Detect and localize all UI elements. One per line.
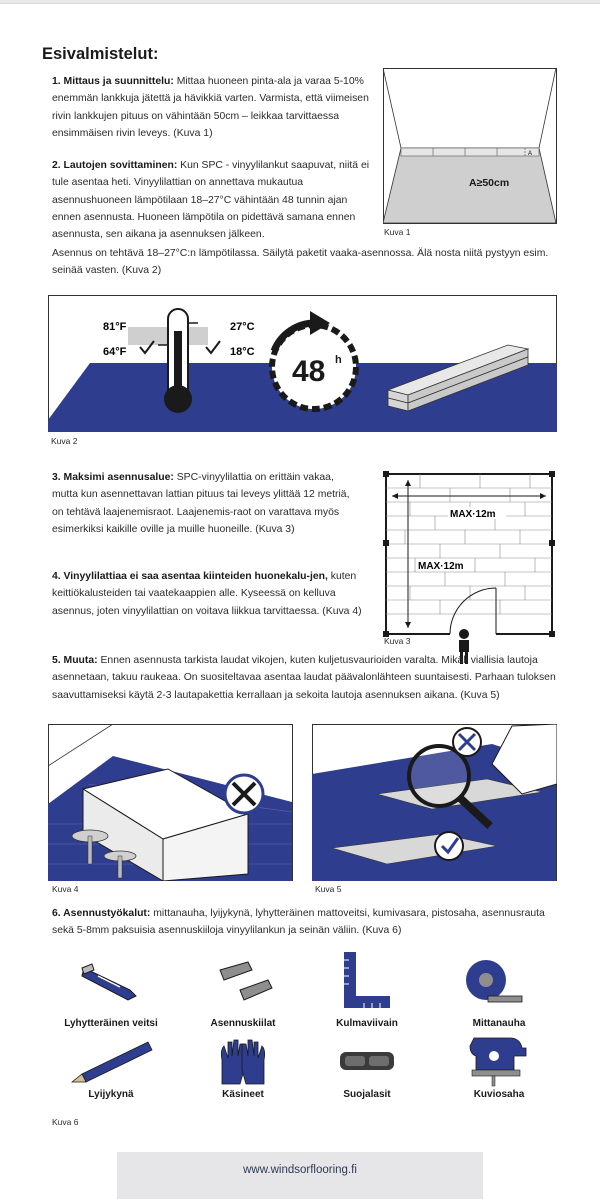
fig1-label: A≥50cm	[469, 177, 510, 189]
fig1-mark: A	[528, 151, 533, 157]
caption-kuva-6: Kuva 6	[52, 1117, 79, 1127]
figure-5-inspection	[312, 724, 557, 881]
section-6-title: 6. Asennustyökalut:	[52, 908, 151, 919]
section-1-title: 1. Mittaus ja suunnittelu:	[52, 76, 174, 87]
caption-kuva-1: Kuva 1	[384, 227, 411, 237]
tool-label-jigsaw: Kuviosaha	[473, 1089, 525, 1100]
fig2-c-high: 27°C	[230, 321, 255, 333]
tool-label-wedges: Asennuskiilat	[210, 1018, 276, 1029]
footer-website-link[interactable]: www.windsorflooring.fi	[243, 1164, 357, 1176]
section-6-text	[52, 905, 560, 940]
tool-label-gloves: Käsineet	[222, 1089, 264, 1100]
section-2-title: 2. Lautojen sovittaminen:	[52, 160, 178, 171]
caption-kuva-2: Kuva 2	[51, 436, 78, 446]
fig2-f-high: 81°F	[103, 321, 127, 333]
section-2-text	[52, 157, 372, 243]
fig3-length-label: MAX·12m	[418, 561, 464, 572]
figure-1-room-plan	[383, 68, 557, 224]
fig2-hours-unit: h	[335, 354, 342, 366]
section-5-title: 5. Muuta:	[52, 655, 98, 666]
tape-measure-icon	[464, 958, 524, 1006]
fig2-hours: 48	[292, 355, 326, 388]
section-6-body: mittanauha, lyijykynä, lyhytteräinen mattoveitsi, kumivasara, pistosaha, asennusrauta sekä 5-8mm paksuisia asennuskiiloja vinyylilankun ja seinän väliin. (Kuva 6)	[52, 908, 545, 937]
section-3-text	[52, 469, 362, 538]
caption-kuva-5: Kuva 5	[315, 884, 342, 894]
footer-bar	[117, 1152, 483, 1199]
tool-label-tape: Mittanauha	[472, 1018, 526, 1029]
section-3-body: SPC-vinyylilattia on erittäin vakaa, mutta kun asennettavan lattian pituus tai leveys ylittää 12 metriä, on tehtävä laajenemisraot. Laajenemis-raot on varattava myös esimerkiksi kaikille oville ja muille huoneille. (Kuva 3)	[52, 472, 350, 535]
utility-knife-icon	[80, 962, 144, 1002]
figure-2-acclimatization	[48, 295, 557, 432]
tool-label-pencil: Lyijykynä	[88, 1089, 134, 1100]
caption-kuva-3: Kuva 3	[384, 636, 411, 646]
safety-glasses-icon	[338, 1048, 396, 1074]
section-4-text	[52, 568, 362, 620]
section-4-body: kuten keittiökalusteiden tai vaatekaappien alle. Kyseessä on kelluva asennus, joten vinyylilattian on voitava liikkua tarvittaessa. (Kuva 4)	[52, 571, 362, 617]
section-1-body: Mittaa huoneen pinta-ala ja varaa 5-10% enemmän lankkuja jätettä ja hävikkiä varten. Varmista, että viimeisen rivin lankkujen pituus on vähintään 50cm – leikkaa tarvittaessa ensimmäisen rivin leveys. (Kuva 1)	[52, 76, 369, 139]
section-5-text	[52, 652, 560, 704]
section-5-body: Ennen asennusta tarkista laudat vikojen, kuten kuljetusvaurioiden varalta. Mikäli viallisia lautoja asennetaan, takuu raukeaa. On suositeltavaa asentaa laudat päävalonlähteen suuntaisesti. Parhaan tuloksen saavuttamiseksi käytä 2-3 lautapakettia kerrallaan ja sekoita lautoja asennuksen aikana. (Kuva 5)	[52, 655, 556, 701]
section-1-text	[52, 73, 370, 142]
pencil-icon	[70, 1040, 154, 1084]
section-4-title: 4. Vinyylilattiaa ei saa asentaa kiinteiden huonekalu-jen,	[52, 571, 328, 582]
caption-kuva-4: Kuva 4	[52, 884, 79, 894]
section-2-body: Kun SPC - vinyylilankut saapuvat, niitä ei tule asentaa heti. Vinyylilattian on annettava mukautua asennushuoneen lämpötilaan 18–27°C vähintään 48 tunnin ajan ennen asennusta. Huoneen lämpötila on pidettävä samana ennen asennusta, sen aikana ja asennuksen jälkeen.	[52, 160, 370, 241]
section-2-tail: Asennus on tehtävä 18–27°C:n lämpötilassa. Säilytä paketit vaaka-asennossa. Älä nosta niitä pystyyn esim. seinää vasten. (Kuva 2)	[52, 248, 549, 277]
jigsaw-icon	[466, 1034, 530, 1088]
square-ruler-icon	[342, 950, 392, 1010]
wedges-icon	[218, 960, 274, 1004]
top-divider	[0, 0, 600, 4]
figure-4-furniture	[48, 724, 293, 881]
fig2-c-low: 18°C	[230, 346, 255, 358]
page-title: Esivalmistelut:	[42, 45, 159, 63]
section-3-title: 3. Maksimi asennusalue:	[52, 472, 174, 483]
fig2-f-low: 64°F	[103, 346, 127, 358]
tool-label-square: Kulmaviivain	[336, 1018, 398, 1029]
fig3-width-label: MAX·12m	[450, 509, 496, 520]
gloves-icon	[216, 1036, 270, 1088]
tool-label-glasses: Suojalasit	[343, 1089, 391, 1100]
tool-label-knife: Lyhytteräinen veitsi	[64, 1018, 158, 1029]
